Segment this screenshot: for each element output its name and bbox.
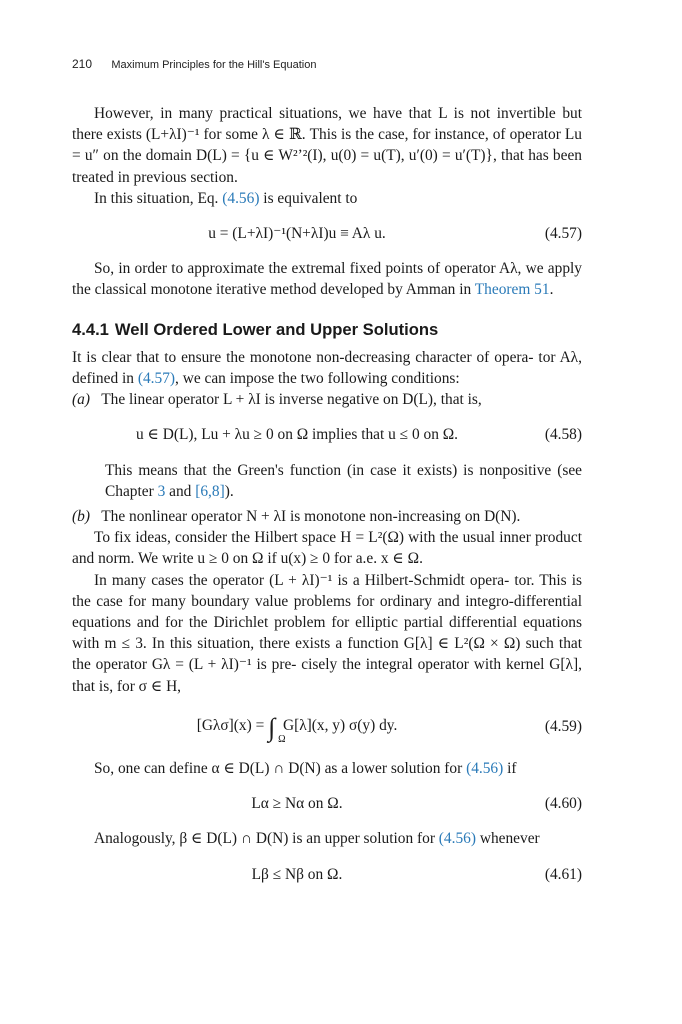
paragraph-conditions: It is clear that to ensure the monotone non-decreasing character of opera- tor Aλ, defined in (4.57), we can impose the two following conditions: bbox=[72, 348, 582, 388]
eq-link-4-56[interactable]: (4.56) bbox=[466, 760, 504, 778]
equation-4-57 bbox=[72, 223, 582, 244]
section-number: 4.4.1 bbox=[72, 319, 109, 339]
paragraph-equivalence: In this situation, Eq. (4.56) is equivalent to bbox=[94, 189, 358, 207]
running-header bbox=[72, 57, 316, 71]
equation-number: (4.57) bbox=[544, 225, 582, 243]
equation-number: (4.61) bbox=[544, 865, 582, 883]
section-title: Well Ordered Lower and Upper Solutions bbox=[114, 319, 439, 339]
equation-expression: u = (L+λI)⁻¹(N+λI)u ≡ Aλ u. bbox=[208, 225, 386, 243]
equation-expression: [Gλσ](x) = ∫ Ω G[λ](x, y) σ(y) dy. bbox=[196, 712, 398, 745]
paragraph-approximate: So, in order to approximate the extremal fixed points of operator Aλ, we apply the classical monotone iterative method developed by Amman in Theorem 51. bbox=[72, 260, 582, 299]
equation-expression: u ∈ D(L), Lu + λu ≥ 0 on Ω implies that u ≤ 0 on Ω. bbox=[135, 426, 459, 444]
equation-4-60 bbox=[72, 793, 582, 814]
equation-expression: Lα ≥ Nα on Ω. bbox=[251, 795, 343, 813]
page-number: 210 bbox=[72, 57, 93, 71]
paragraph-hilbert-schmidt: In many cases the operator (L + λI)⁻¹ is a Hilbert-Schmidt opera- tor. This is the case for many boundary value problems for ordinary and integro-differential equations and for the Dirichlet problem for elliptic partial differential equations with m ≤ 3. In this situation, there exists a function G[λ] ∈ L²(Ω × Ω) such that the operator Gλ = (L + λI)⁻¹ is pre- cisely the integral operator with kernel G[λ], that is, for σ ∈ H, bbox=[72, 571, 582, 695]
paragraph-hilbert: To fix ideas, consider the Hilbert space H = L²(Ω) with the usual inner product and norm. We write u ≥ 0 on Ω if u(x) ≥ 0 for a.e. x ∈ Ω. bbox=[72, 529, 582, 568]
equation-number: (4.60) bbox=[544, 795, 582, 813]
equation-number: (4.59) bbox=[544, 717, 582, 735]
equation-4-58 bbox=[72, 424, 582, 445]
paragraph-upper-solution: Analogously, β ∈ D(L) ∩ D(N) is an upper solution for (4.56) whenever bbox=[94, 830, 540, 848]
eq-link-4-57[interactable]: (4.57) bbox=[137, 370, 176, 388]
eq-link-4-56[interactable]: (4.56) bbox=[222, 189, 260, 207]
condition-label: (b) bbox=[72, 508, 90, 526]
paragraph-intro: However, in many practical situations, we have that L is not invertible but there exists (L+λI)⁻¹ for some λ ∈ ℝ. This is the case, for instance, of operator Lu = u″ on the domain D(L) = {u ∈ W²ʼ²(I), u(0) = u(T), u′(0) = u′(T)}, that has been treated in previous section. bbox=[72, 105, 582, 186]
running-title: Maximum Principles for the Hill's Equation bbox=[111, 59, 317, 71]
condition-a: (a) The linear operator L + λI is inverse negative on D(L), that is, bbox=[72, 391, 482, 409]
equation-number: (4.58) bbox=[544, 426, 582, 444]
paragraph-greens: This means that the Green's function (in case it exists) is nonpositive (see Chapter 3 and [6,8]). bbox=[105, 461, 582, 500]
equation-4-59 bbox=[72, 712, 582, 745]
section-heading bbox=[72, 319, 582, 340]
equation-4-61 bbox=[72, 864, 582, 885]
equation-expression: Lβ ≤ Nβ on Ω. bbox=[251, 865, 343, 883]
theorem-link[interactable]: Theorem 51 bbox=[474, 281, 550, 299]
citation-link[interactable]: [6,8] bbox=[195, 482, 225, 500]
condition-label: (a) bbox=[72, 391, 90, 409]
eq-link-4-56[interactable]: (4.56) bbox=[438, 830, 476, 848]
body-text bbox=[72, 103, 582, 899]
chapter-link[interactable]: 3 bbox=[157, 482, 166, 500]
condition-b: (b) The nonlinear operator N + λI is monotone non-increasing on D(N). bbox=[72, 508, 521, 526]
paragraph-lower-solution: So, one can define α ∈ D(L) ∩ D(N) as a lower solution for (4.56) if bbox=[94, 760, 517, 778]
